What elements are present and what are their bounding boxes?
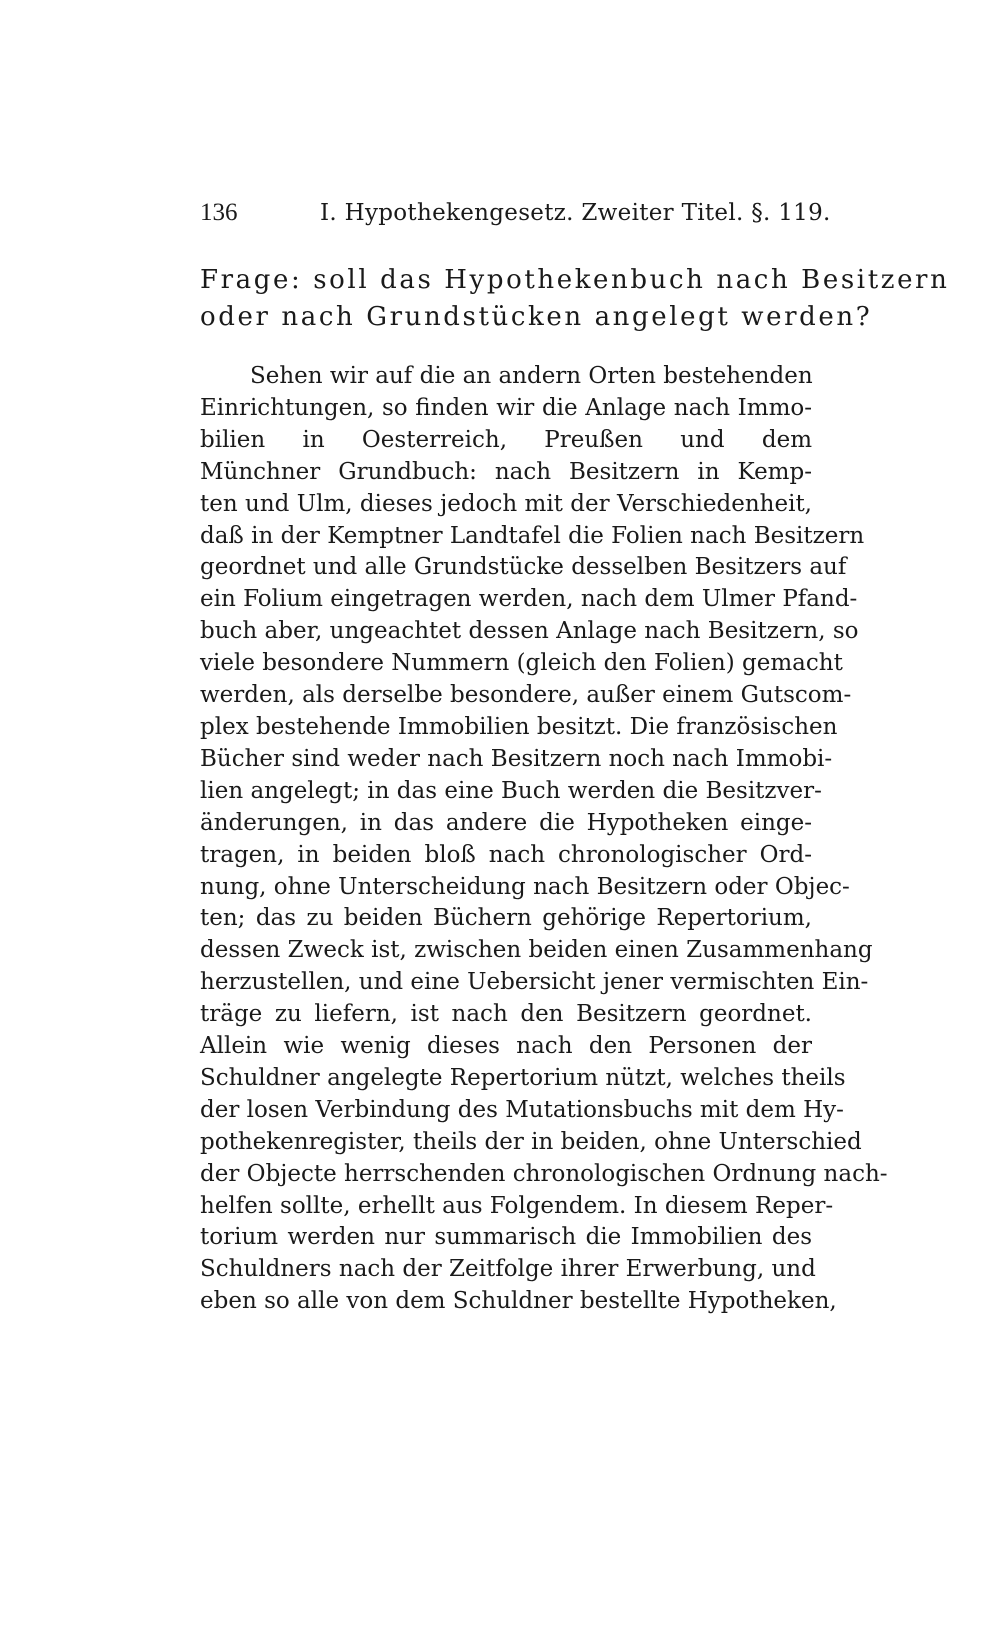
text-line: Schuldner angelegte Repertorium nützt, welches theils — [200, 1064, 846, 1091]
text-line: lien angelegt; in das eine Buch werden die Besitzver- — [200, 777, 822, 804]
text-line: Allein wie wenig dieses nach den Personen der — [200, 1033, 812, 1060]
text-line: buch aber, ungeachtet dessen Anlage nach Besitzern, so — [200, 618, 859, 645]
running-title: I. Hypothekengesetz. Zweiter Titel. §. 119. — [320, 200, 831, 226]
running-head — [200, 196, 831, 230]
text-line: plex bestehende Immobilien besitzt. Die französischen — [200, 713, 838, 740]
text-line: Schuldners nach der Zeitfolge ihrer Erwerbung, und — [200, 1256, 816, 1283]
body-paragraph — [200, 361, 888, 1318]
text-line: ein Folium eingetragen werden, nach dem Ulmer Pfand- — [200, 586, 858, 613]
text-line: dessen Zweck ist, zwischen beiden einen Zusammenhang — [200, 937, 873, 964]
question-line: Frage: soll das Hypothekenbuch nach Besitzern — [200, 265, 950, 295]
text-line: pothekenregister, theils der in beiden, ohne Unterschied — [200, 1128, 862, 1155]
text-line: der Objecte herrschenden chronologischen Ordnung nach- — [200, 1160, 888, 1187]
text-line: bilien in Oesterreich, Preußen und dem — [200, 426, 812, 453]
text-line: träge zu liefern, ist nach den Besitzern geordnet. — [200, 1001, 812, 1028]
text-line: Sehen wir auf die an andern Orten bestehenden — [250, 363, 813, 389]
text-line: ten; das zu beiden Büchern gehörige Repertorium, — [200, 905, 812, 932]
page-number: 136 — [200, 199, 238, 226]
text-line: änderungen, in das andere die Hypotheken einge- — [200, 809, 812, 836]
text-line: herzustellen, und eine Uebersicht jener vermischten Ein- — [200, 969, 869, 996]
text-line: daß in der Kemptner Landtafel die Folien nach Besitzern — [200, 522, 865, 549]
text-line: Münchner Grundbuch: nach Besitzern in Kemp- — [200, 458, 812, 485]
text-line: geordnet und alle Grundstücke desselben Besitzers auf — [200, 554, 847, 581]
text-line: tragen, in beiden bloß nach chronologischer Ord- — [200, 841, 812, 868]
text-line: Bücher sind weder nach Besitzern noch nach Immobi- — [200, 745, 833, 772]
text-line: Einrichtungen, so finden wir die Anlage nach Immo- — [200, 394, 812, 421]
text-line: der losen Verbindung des Mutationsbuchs mit dem Hy- — [200, 1096, 844, 1123]
text-line: ten und Ulm, dieses jedoch mit der Verschiedenheit, — [200, 490, 812, 517]
text-line: viele besondere Nummern (gleich den Folien) gemacht — [200, 650, 843, 677]
text-line: torium werden nur summarisch die Immobilien des — [200, 1224, 812, 1251]
text-line: helfen sollte, erhellt aus Folgendem. In diesem Reper- — [200, 1192, 834, 1219]
text-line: eben so alle von dem Schuldner bestellte Hypotheken, — [200, 1288, 837, 1315]
text-line: nung, ohne Unterscheidung nach Besitzern oder Objec- — [200, 873, 850, 900]
question-line: oder nach Grundstücken angelegt werden? — [200, 302, 873, 332]
question-heading — [200, 262, 950, 336]
text-line: werden, als derselbe besondere, außer einem Gutscom- — [200, 682, 852, 709]
